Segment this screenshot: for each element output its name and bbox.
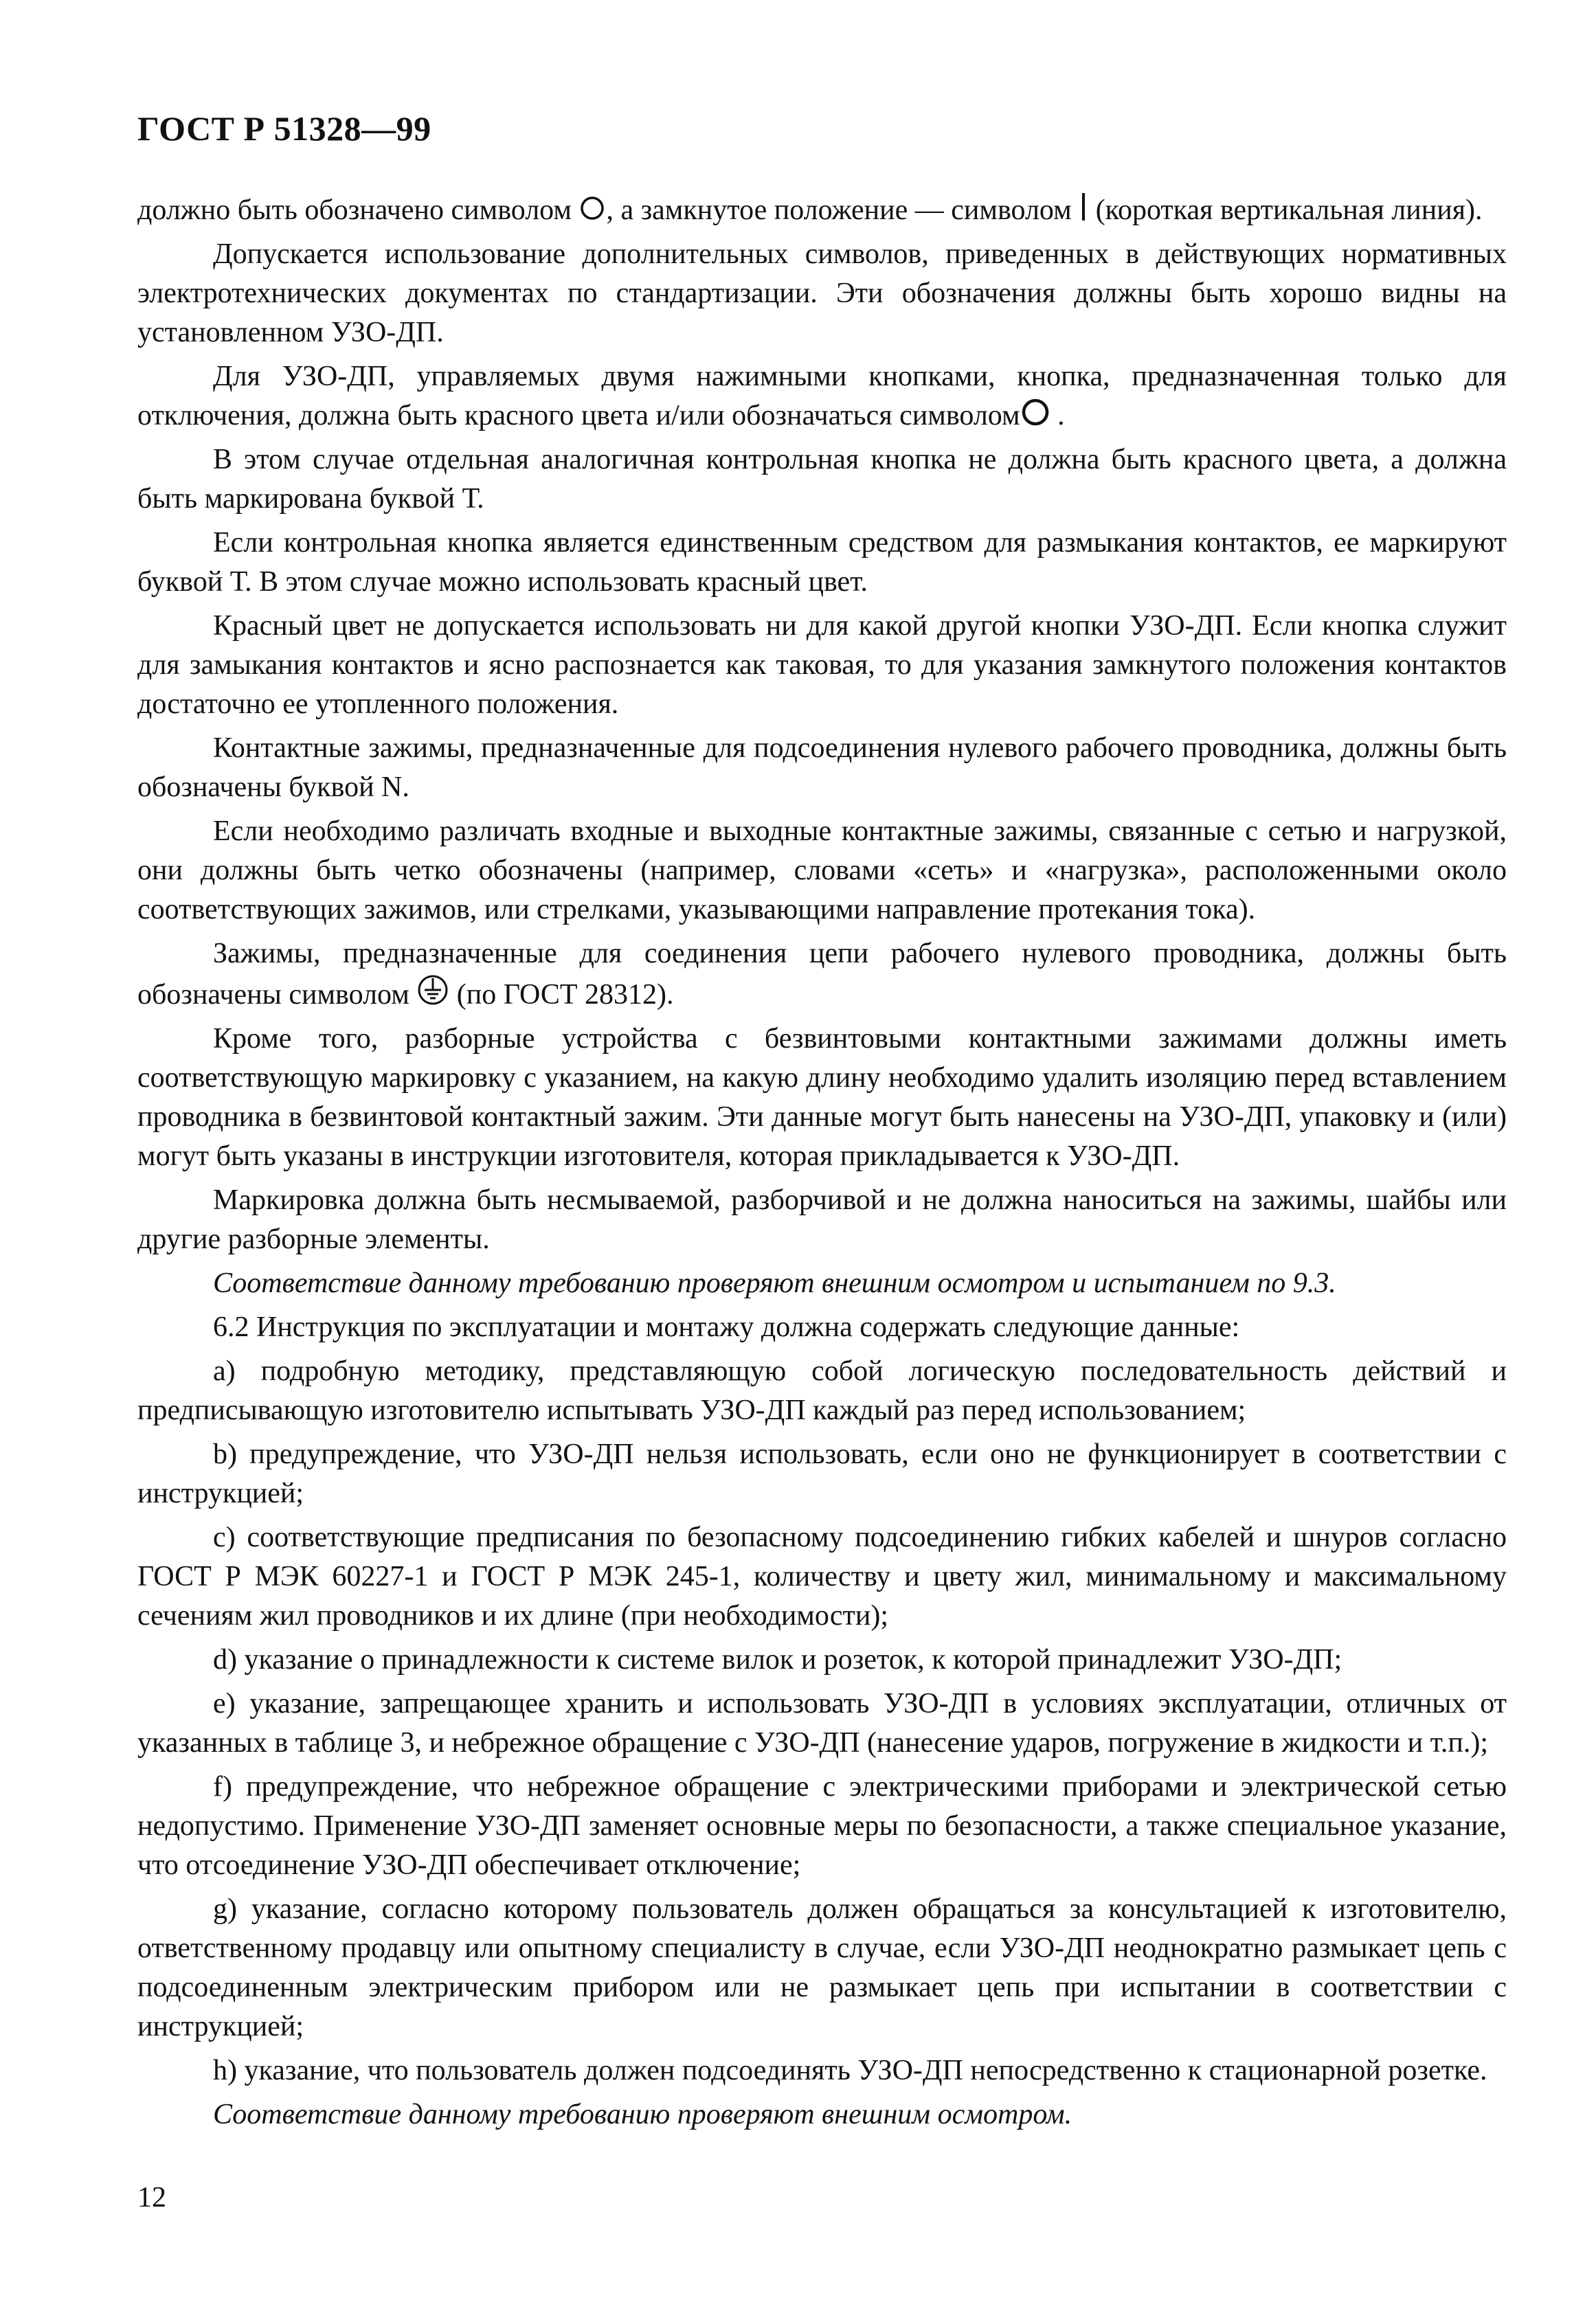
paragraph-13: 6.2 Инструкция по эксплуатации и монтажу должна содержать следующие данные:: [213, 1311, 1240, 1343]
list-item-f: f) предупреждение, что небрежное обращение с электрическими приборами и электрической сетью недопустимо. Применение УЗО-ДП заменяет основные меры по безопасности, а также специальное указание, что отсоединение УЗО-ДП обеспечивает отключение;: [137, 1771, 1507, 1881]
paragraph-6: Красный цвет не допускается использовать ни для какой другой кнопки УЗО-ДП. Если кнопка служит для замыкания контактов и ясно распознается как таковая, то для указания замкнутого положения контактов достаточно ее утопленного положения.: [137, 610, 1507, 720]
circle-icon: [578, 194, 606, 222]
list-item-h: h) указание, что пользователь должен подсоединять УЗО-ДП непосредственно к стационарной розетке.: [213, 2055, 1487, 2086]
paragraph-7: Контактные зажимы, предназначенные для подсоединения нулевого рабочего проводника, должны быть обозначены буквой N.: [137, 732, 1507, 803]
paragraph-text: .: [1050, 400, 1065, 431]
paragraph-text: (короткая вертикальная линия).: [1088, 194, 1483, 226]
paragraph-text: (по ГОСТ 28312).: [449, 979, 674, 1011]
list-item-c: с) соответствующие предписания по безопасному подсоединению гибких кабелей и шнуров согласно ГОСТ Р МЭК 60227-1 и ГОСТ Р МЭК 245-1, количеству и цвету жил, минимальному и максимальному сечениям жил проводников и их длине (при необходимости);: [137, 1522, 1507, 1632]
page-number: 12: [137, 2182, 166, 2213]
list-item-b: b) предупреждение, что УЗО-ДП нельзя использовать, если оно не функционирует в соответствии с инструкцией;: [137, 1439, 1507, 1509]
paragraph-2: Допускается использование дополнительных символов, приведенных в действующих нормативных электротехнических документах по стандартизации. Эти обозначения должны быть хорошо видны на установленном УЗО-ДП.: [137, 238, 1507, 348]
protective-ground-icon: [416, 973, 449, 1006]
paragraph-3: [137, 357, 1507, 436]
list-item-d: d) указание о принадлежности к системе вилок и розеток, к которой принадлежит УЗО-ДП;: [213, 1644, 1342, 1676]
paragraph-8: Если необходимо различать входные и выходные контактные зажимы, связанные с сетью и нагрузкой, они должны быть четко обозначены (например, словами «сеть» и «нагрузка», расположенными около соответствующих зажимов, или стрелками, указывающими направление протекания тока).: [137, 815, 1507, 925]
page-header: ГОСТ Р 51328—99: [137, 109, 431, 148]
document-body: [137, 191, 1507, 2139]
list-item-a: а) подробную методику, представляющую собой логическую последовательность действий и предписывающую изготовителю испытывать УЗО-ДП каждый раз перед использованием;: [137, 1355, 1507, 1426]
paragraph-4: В этом случае отдельная аналогичная контрольная кнопка не должна быть красного цвета, а должна быть маркирована буквой Т.: [137, 444, 1507, 515]
circle-icon: [1020, 397, 1050, 427]
paragraph-22: Соответствие данному требованию проверяют внешним осмотром.: [213, 2099, 1072, 2130]
paragraph-text: Для УЗО-ДП, управляемых двумя нажимными кнопками, кнопка, предназначенная только для отключения, должна быть красного цвета и/или обозначаться символом: [137, 361, 1507, 431]
list-item-e: е) указание, запрещающее хранить и использовать УЗО-ДП в условиях эксплуатации, отличных от указанных в таблице 3, и небрежное обращение с УЗО-ДП (нанесение ударов, погружение в жидкости и т.п.);: [137, 1688, 1507, 1759]
vertical-bar-icon: [1079, 192, 1088, 222]
paragraph-11: Маркировка должна быть несмываемой, разборчивой и не должна наноситься на зажимы, шайбы или другие разборные элементы.: [137, 1184, 1507, 1255]
list-item-g: g) указание, согласно которому пользователь должен обращаться за консультацией к изготовителю, ответственному продавцу или опытному специалисту в случае, если УЗО-ДП неоднократно размыкает цепь с подсоединенным электрическим прибором или не размыкает цепь при испытании в соответствии с инструкцией;: [137, 1893, 1507, 2042]
paragraph-12: Соответствие данному требованию проверяют внешним осмотром и испытанием по 9.3.: [213, 1267, 1336, 1299]
paragraph-text: , а замкнутое положение — символом: [606, 194, 1079, 226]
paragraph-1: [137, 191, 1507, 230]
paragraph-5: Если контрольная кнопка является единственным средством для размыкания контактов, ее маркируют буквой Т. В этом случае можно использовать красный цвет.: [137, 527, 1507, 598]
paragraph-text: Зажимы, предназначенные для соединения цепи рабочего нулевого проводника, должны быть обозначены символом: [137, 938, 1507, 1011]
paragraph-9: [137, 934, 1507, 1015]
paragraph-text: должно быть обозначено символом: [137, 194, 579, 226]
paragraph-10: Кроме того, разборные устройства с безвинтовыми контактными зажимами должны иметь соответствующую маркировку с указанием, на какую длину необходимо удалить изоляцию перед вставлением проводника в безвинтовой контактный зажим. Эти данные могут быть нанесены на УЗО-ДП, упаковку и (или) могут быть указаны в инструкции изготовителя, которая прикладывается к УЗО-ДП.: [137, 1023, 1507, 1172]
